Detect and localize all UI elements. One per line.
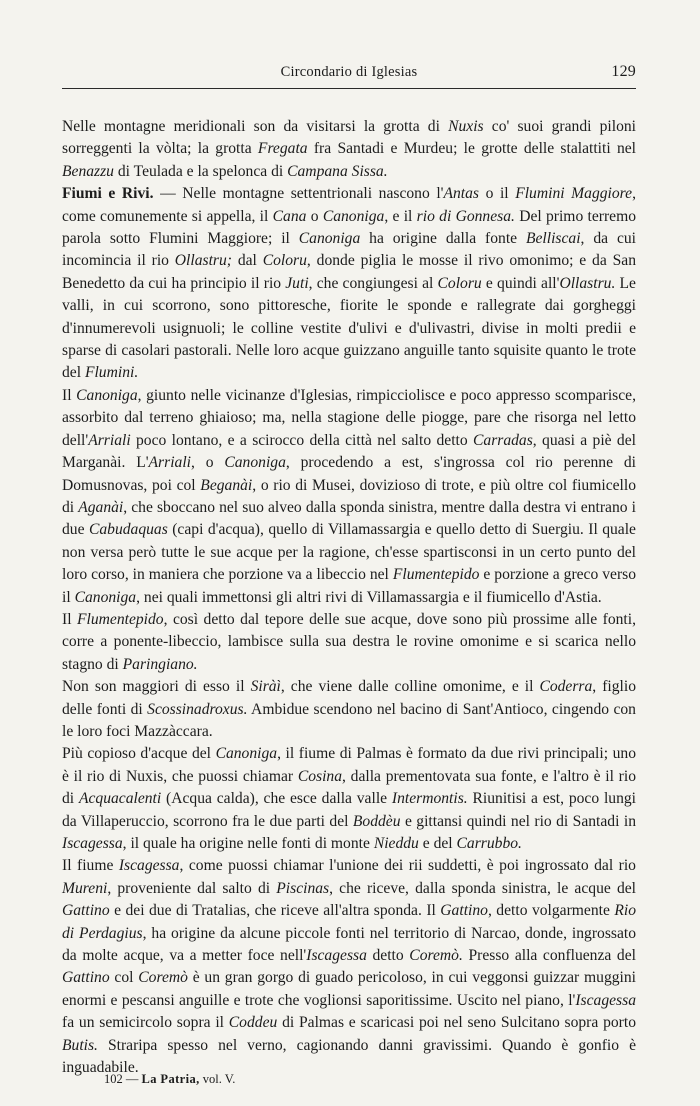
paragraph xyxy=(62,609,636,676)
text-run: , donde piglia le mosse il rivo omonimo; e da San Benedetto da cui ha principio il rio xyxy=(62,252,636,292)
text-run: Più copioso d'acque del xyxy=(62,745,216,763)
text-run: , il quale ha origine nelle fonti di monte xyxy=(122,835,374,852)
text-run: Riunitisi a est, poco lungi da Villaperuccio, scorrono fra le due parti del xyxy=(62,790,637,830)
italic-term: Flumini Maggiore xyxy=(515,185,633,203)
text-run: detto xyxy=(366,947,410,965)
publication-name: La Patria, xyxy=(141,1072,200,1086)
footer-signature xyxy=(104,1072,235,1087)
text-run: o xyxy=(306,207,323,225)
text-run: Il xyxy=(62,610,77,628)
text-run: , che riceve, dalla sponda sinistra, le acque del xyxy=(329,879,636,897)
italic-term: Canoniga xyxy=(76,386,138,404)
text-run: , e il xyxy=(384,207,417,225)
paragraph xyxy=(62,183,636,385)
italic-term: Coremò. xyxy=(409,947,463,965)
text-run: Straripa spesso nel verno, cagionando danni gravissimi. Quando è gonfio è inguadabile. xyxy=(62,1036,636,1077)
text-run: , procedendo a est, s'ingrossa col rio perenne di Domusnovas, poi col xyxy=(62,454,636,494)
italic-term: Canoniga xyxy=(298,230,361,248)
italic-term: Nieddu xyxy=(373,835,419,852)
text-run: Del primo terremo parola sotto Flumini Maggiore; il xyxy=(62,207,637,248)
text-run: , dalla prementovata sua fonte, e l'altro è il rio di xyxy=(62,767,636,808)
paragraph xyxy=(62,743,636,855)
italic-term: Acquacalenti xyxy=(78,790,162,808)
text-run: , che viene dalle colline omonime, e il xyxy=(280,678,540,696)
italic-term: Fregata xyxy=(257,140,308,158)
italic-term: Campana Sissa. xyxy=(287,162,388,180)
paragraph xyxy=(62,676,636,743)
italic-term: Flumini. xyxy=(84,364,139,382)
text-run: fa un semicircolo sopra il xyxy=(62,1014,229,1032)
text-run: poco lontano, e a scirocco della città nel salto detto xyxy=(130,431,473,449)
text-run: , così detto dal tepore delle sue acque, dove sono più prossime alle fonti, corre a ponente-libeccio, lambisce sulla sua destra le rovine omonime e si scarica nello stagno di xyxy=(62,610,636,673)
text-run: (capi d'acqua), quello di Villamassargia e quello detto di Suergiu. Il quale non versa però tutte le sue acque per la ragione, ch'esse spartisconsi in un certo punto del loro corso, in maniera che porzione va a libeccio nel xyxy=(62,521,636,584)
text-run: , che sboccano nel suo alveo dalla sponda sinistra, mentre dalla destra vi entrano i due xyxy=(62,498,636,539)
italic-term: Canoniga xyxy=(215,745,278,763)
text-run: è un gran gorgo di guado pericoloso, in cui veggonsi guizzar muggini enormi e pescansi anguille e trote che voglionsi saporitissime. Uscito nel piano, l' xyxy=(62,969,636,1009)
italic-term: Juti xyxy=(285,274,309,292)
italic-term: Coderra xyxy=(539,678,593,696)
italic-term: Gattino xyxy=(62,902,110,920)
paragraph xyxy=(62,385,636,609)
header-rule xyxy=(62,88,636,89)
text-run: Non son maggiori di esso il xyxy=(62,678,251,696)
text-run: , o rio di Musei, dovizioso di trote, e più oltre col fiumicello di xyxy=(62,476,636,516)
running-title: Circondario di Iglesias xyxy=(280,64,418,80)
text-run: , il fiume di Palmas è formato da due rivi principali; uno è il rio di Nuxis, che puossi chiamar xyxy=(62,745,636,785)
italic-term: Arriali xyxy=(148,454,191,472)
text-run: , detto volgarmente xyxy=(487,902,615,920)
text-run: Nelle montagne meridionali son da visitarsi la grotta di xyxy=(62,118,449,135)
text-run: — Nelle montagne settentrionali nascono l' xyxy=(153,185,444,203)
italic-term: Butis. xyxy=(62,1036,98,1054)
text-run: di Palmas e scaricasi poi nel seno Sulcitano sopra porto xyxy=(277,1014,636,1032)
text-run: ha origine dalla fonte xyxy=(360,230,526,248)
italic-term: Intermontis. xyxy=(391,790,468,808)
text-run: Presso alla confluenza del xyxy=(462,947,636,965)
italic-term: Gattino xyxy=(440,902,488,920)
italic-term: Cana xyxy=(272,207,307,225)
italic-term: Belliscai xyxy=(525,230,581,248)
text-run: , come puossi chiamar l'unione dei rii suddetti, è poi ingrossato dal rio xyxy=(179,857,636,875)
italic-term: Coloru xyxy=(262,252,307,270)
italic-term: Mureni xyxy=(62,879,108,897)
paragraph xyxy=(62,855,636,1079)
italic-term: Cabudaquas xyxy=(88,521,168,539)
text-run: , o xyxy=(191,454,225,472)
italic-term: Cosina xyxy=(297,767,343,785)
text-run: , come comunemente si appella, il xyxy=(62,185,636,225)
italic-term: Iscagessa xyxy=(306,947,367,965)
text-run: col xyxy=(109,969,139,987)
volume-label: vol. V. xyxy=(202,1072,236,1086)
running-head xyxy=(62,64,636,88)
italic-term: Iscagessa xyxy=(575,991,636,1009)
italic-term: Gattino xyxy=(62,969,110,987)
italic-term: Arriali xyxy=(88,431,131,449)
italic-term: Coremò xyxy=(138,969,188,987)
text-run: (Acqua calda), che esce dalla valle xyxy=(161,790,392,808)
text-run: , da cui incomincia il rio xyxy=(62,230,636,270)
italic-term: Iscagessa xyxy=(62,835,123,852)
italic-term: Ollastru; xyxy=(174,252,232,270)
italic-term: Rio di Perdagius xyxy=(62,902,636,942)
text-run: Le valli, in cui scorrono, sono pittoresche, fiorite le sponde e rallegrate dai gorgheggi d'innumerevoli usignuoli; le colline vestite d'ulivi e d'ulivastri, divise in molti predii e sparse di casolari pastorali. Nelle loro acque guizzano anguille tanto squisite quanto le trote del xyxy=(62,274,636,382)
text-run: e quindi all' xyxy=(481,274,560,292)
italic-term: Scossinadroxus. xyxy=(147,700,248,718)
section-heading: Fiumi e Rivi. xyxy=(62,185,154,203)
italic-term: Carrubbo. xyxy=(456,835,522,852)
text-run: , ha origine da alcune piccole fonti nel territorio di Narcao, donde, ingrossato da molte acque, va a metter foce nell' xyxy=(62,924,637,965)
italic-term: Coloru xyxy=(437,274,482,292)
text-run: e dei due di Tratalias, che riceve all'altra sponda. Il xyxy=(109,902,441,920)
text-run: , quasi a piè del Marganài. L' xyxy=(62,431,636,472)
page-number: 129 xyxy=(611,63,636,80)
italic-term: Carradas xyxy=(473,431,533,449)
text-run: fra Santadi e Murdeu; le grotte delle stalattiti nel xyxy=(307,140,636,158)
text-run: Il xyxy=(62,386,77,404)
italic-term: Antas xyxy=(443,185,480,203)
text-run: , proveniente dal salto di xyxy=(107,879,277,897)
italic-term: Canoniga xyxy=(224,454,286,472)
italic-term: Benazzu xyxy=(62,162,114,180)
italic-term: Canoniga xyxy=(322,207,385,225)
italic-term: Flumentepido xyxy=(76,610,164,628)
text-run: , figlio delle fonti di xyxy=(62,678,636,718)
italic-term: rio di Gonnesa. xyxy=(416,207,515,225)
text-run: di Teulada e la spelonca di xyxy=(113,162,288,180)
text-run: Il fiume xyxy=(62,857,119,875)
text-run: , che congiungesi al xyxy=(308,274,438,292)
italic-term: Beganài xyxy=(200,476,253,494)
italic-term: Siràì xyxy=(250,678,281,696)
italic-term: Piscinas xyxy=(276,879,330,897)
italic-term: Nuxis xyxy=(448,118,484,135)
text-run: , nei quali immettonsi gli altri rivi di Villamassargia e il fiumicello d'Astia. xyxy=(136,588,602,606)
text-run: e gittansi quindi nel rio di Santadi in xyxy=(400,812,636,830)
italic-term: Aganài xyxy=(78,498,124,516)
text-run: e porzione a greco verso il xyxy=(62,566,636,606)
italic-term: Iscagessa xyxy=(118,857,180,875)
paragraph xyxy=(62,116,636,183)
italic-term: Ollastru. xyxy=(559,274,616,292)
italic-term: Canoniga xyxy=(74,588,137,606)
text-run: e del xyxy=(418,835,457,852)
italic-term: Flumentepido xyxy=(392,566,480,584)
text-run: , giunto nelle vicinanze d'Iglesias, rimpicciolisce e poco appresso scomparisce, assorbito dal terreno ghiaioso; ma, nella stagione delle piogge, pare che risorga nel letto dell' xyxy=(62,386,636,449)
text-run: dal xyxy=(231,252,263,270)
text-run: o il xyxy=(479,185,516,203)
text-run: co' suoi grandi piloni sorreggenti la vòlta; la grotta xyxy=(62,118,637,158)
text-run: Ambidue scendono nel bacino di Sant'Antioco, cingendo con le loro foci Mazzàccara. xyxy=(62,700,636,740)
italic-term: Boddèu xyxy=(352,812,401,830)
sheet-number: 102 — xyxy=(104,1072,139,1086)
italic-term: Paringiano. xyxy=(122,655,198,673)
body-text xyxy=(62,116,636,1079)
italic-term: Coddeu xyxy=(228,1014,278,1032)
